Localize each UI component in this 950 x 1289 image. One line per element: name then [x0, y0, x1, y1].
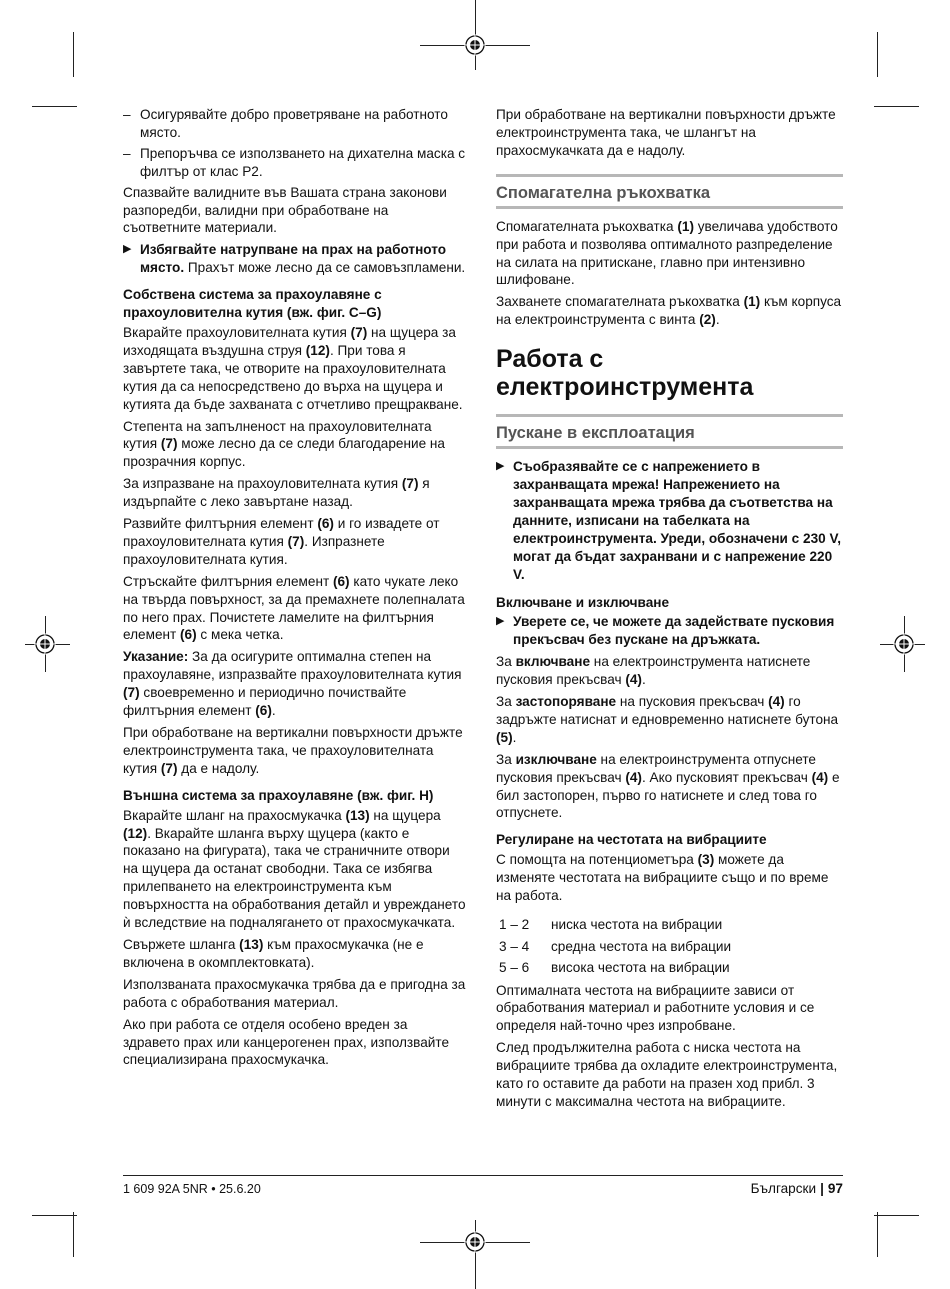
paragraph: Спазвайте валидните във Вашата страна законови разпоредби, валидни при обработване на съответните материали. — [123, 184, 447, 236]
crop-mark-top-left-v — [73, 32, 74, 77]
registration-mark-icon — [464, 34, 486, 56]
registration-mark-icon — [34, 633, 56, 655]
crop-mark-bottom-left-h — [32, 1215, 77, 1216]
paragraph: Ако при работа се отделя особено вреден за здравето прах или канцерогенен прах, използвайте специализирана прахосмукачка. — [123, 1016, 450, 1068]
registration-mark-icon — [893, 633, 915, 655]
warning-text: Прахът може лесно да се самовъзпламени. — [184, 260, 466, 276]
footer-separator: | — [820, 1181, 824, 1196]
paragraph: Вкарайте прахоуловителната кутия (7) на щуцера за изходящата въздушна струя (12). При това я завъртете така, че отворите на прахоуловителната кутия да са непосредствено до върха на щуцера и кутията да бъде захваната с отчетливо прещракване. — [123, 324, 463, 412]
frequency-text: висока честота на вибрации — [551, 960, 730, 975]
warning-item — [496, 613, 843, 649]
paragraph: Използваната прахосмукачка трябва да е пригодна за работа с обработвания материал. — [123, 976, 466, 1010]
document-code: 1 609 92A 5NR • 25.6.20 — [123, 1182, 261, 1196]
crop-mark-top-right-v — [877, 32, 878, 77]
subheading: Регулиране на честотата на вибрациите — [496, 832, 767, 848]
warning-item — [123, 241, 466, 277]
registration-mark-icon — [464, 1231, 486, 1253]
paragraph: За застопоряване на пусковия прекъсвач (4) го задръжте натиснат и едновременно натиснете бутона (5). — [496, 694, 839, 745]
paragraph: Спомагателната ръкохватка (1) увеличава удобството при работа и позволява оптималното разпределение на силата на притискане, главно при интензивно шлифоване. — [496, 218, 838, 288]
crop-mark-bottom-right-v — [877, 1212, 878, 1257]
crop-mark-top-left-h — [32, 106, 77, 107]
subheading: Включване и изключване — [496, 594, 670, 610]
paragraph: Развийте филтърния елемент (6) и го извадете от прахоуловителната кутия (7). Изпразнете прахоуловителната кутия. — [123, 516, 440, 567]
paragraph: При обработване на вертикални повърхности дръжте електроинструмента така, че прахоуловителната кутия (7) да е надолу. — [123, 725, 463, 776]
subheading: Собствена система за прахоулавяне с прахоуловителна кутия (вж. фиг. C–G) — [123, 287, 382, 321]
warning-item — [496, 458, 843, 583]
paragraph: След продължителна работа с ниска честота на вибрациите трябва да охладите електроинструмента, като го оставите да работи на празен ход прибл. 3 минути с максимална честота на вибрациите. — [496, 1040, 838, 1109]
frequency-row — [496, 936, 843, 958]
warning-text: Съобразявайте се с напрежението в захранващата мрежа! Напрежението на захранващата мрежа трябва да съответства на данните, изписани на табелката на електроинструмента. Уреди, обозначени с 230 V, могат да бъдат захранвани и с напрежение 220 V. — [513, 459, 842, 582]
section-heading: Пускане в експлоатация — [496, 424, 695, 443]
left-column — [123, 106, 466, 1073]
triangle-right-icon: ▶ — [496, 615, 505, 628]
frequency-table — [496, 914, 843, 979]
paragraph: За включване на електроинструмента натиснете пусковия прекъсвач (4). — [496, 654, 811, 688]
page-footer — [123, 1175, 843, 1200]
triangle-right-icon: ▶ — [123, 243, 132, 256]
frequency-row — [496, 914, 843, 936]
dash-item-text: Осигурявайте добро проветряване на работното място. — [140, 107, 448, 140]
frequency-range: 5 – 6 — [499, 960, 530, 975]
paragraph: С помощта на потенциометъра (3) можете да изменяте честотата на вибрациите също и по време на работа. — [496, 852, 829, 904]
paragraph: Вкарайте шланг на прахосмукачка (13) на щуцера (12). Вкарайте шланга върху щуцера (както е показано на фигурата), така че страничните отвори на щуцера да останат свободни. Така се избягва прилепването на електроинструмента към повърхността на обработвания детайл и увреждането ѝ вследствие на подналягането от прахосмукачката. — [123, 807, 466, 931]
frequency-range: 3 – 4 — [499, 938, 530, 954]
right-column — [496, 106, 843, 1115]
section-heading: Спомагателна ръкохватка — [496, 183, 711, 202]
dash-item: – Препоръчва се използването на дихателна маска с филтър от клас P2. — [123, 145, 466, 179]
footer-page-info — [751, 1181, 843, 1196]
subheading: Външна система за прахоулавяне (вж. фиг. H) — [123, 787, 434, 803]
paragraph: Оптималната честота на вибрациите зависи от обработвания материал и работните условия и се определя най-точно чрез изпробване. — [496, 982, 815, 1034]
frequency-row — [496, 957, 843, 979]
dash-item: – Осигурявайте добро проветряване на работното място. — [123, 106, 466, 142]
paragraph: При обработване на вертикални повърхности дръжте електроинструмента така, че шлангът на прахосмукачката да е надолу. — [496, 107, 836, 158]
warning-text: Уверете се, че можете да задействате пусковия прекъсвач без пускане на дръжката. — [513, 614, 835, 648]
frequency-text: средна честота на вибрации — [551, 938, 732, 954]
note-paragraph: Указание: За да осигурите оптимална степен на прахоулавяне, изпразвайте прахоуловителната кутия (7) своевременно и периодично почиствайте филтърния елемент (6). — [123, 649, 462, 719]
frequency-range: 1 – 2 — [499, 917, 530, 932]
crop-mark-top-right-h — [874, 106, 919, 107]
warning-bold: Избягвайте натрупване на прах на работното място. — [140, 242, 447, 276]
section-rule — [496, 206, 843, 209]
paragraph: За изпразване на прахоуловителната кутия (7) я издърпайте с леко завъртане назад. — [123, 476, 430, 510]
section-rule — [496, 446, 843, 449]
paragraph: Стръскайте филтърния елемент (6) като чукате леко на твърда повърхност, за да премахнете полепналата по него прах. Почистете ламелите на филтърния елемент (6) с мека четка. — [123, 573, 465, 643]
page-number: 97 — [827, 1181, 843, 1196]
paragraph: Захванете спомагателната ръкохватка (1) към корпуса на електроинструмента с винта (2). — [496, 294, 842, 328]
chapter-title: Работа с електроинструмента — [496, 345, 754, 402]
crop-mark-bottom-left-v — [73, 1212, 74, 1257]
paragraph: Свържете шланга (13) към прахосмукачка (не е включена в окомплектовката). — [123, 936, 424, 970]
crop-mark-bottom-right-h — [874, 1215, 919, 1216]
frequency-text: ниска честота на вибрации — [551, 917, 723, 932]
paragraph: За изключване на електроинструмента отпуснете пусковия прекъсвач (4). Ако пусковият прекъсвач (4) е бил застопорен, първо го натиснете и след това го отпуснете. — [496, 751, 840, 821]
triangle-right-icon: ▶ — [496, 460, 505, 473]
language-label: Български — [750, 1181, 817, 1196]
dash-item-text: Препоръчва се използването на дихателна маска с филтър от клас P2. — [140, 145, 466, 179]
paragraph: Степента на запълненост на прахоуловителната кутия (7) може лесно да се следи благодарение на прозрачния корпус. — [123, 418, 445, 470]
